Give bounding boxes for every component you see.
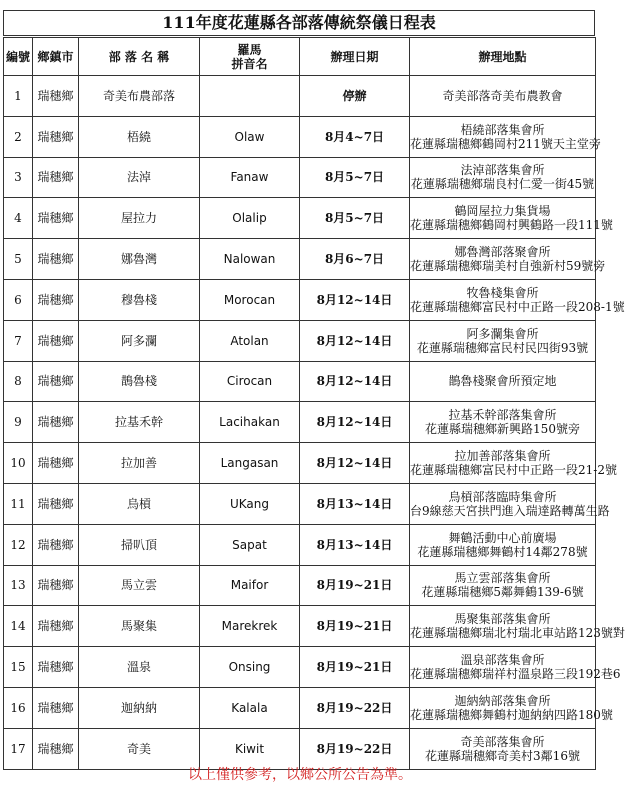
cell-tribe: 烏槓	[79, 483, 200, 524]
cell-roman: Fanaw	[200, 157, 300, 198]
cell-place	[410, 647, 621, 688]
table-row	[4, 483, 596, 524]
cell-no: 13	[4, 565, 33, 606]
cell-tribe: 穆魯棧	[79, 279, 200, 320]
cell-place	[410, 524, 596, 565]
cell-place	[410, 361, 596, 402]
cell-tribe: 娜魯灣	[79, 239, 200, 280]
place-address: 花蓮縣瑞穗鄉瑞美村自強新村59號旁	[410, 259, 606, 274]
cell-place	[410, 320, 596, 361]
table-row	[4, 76, 596, 117]
cell-township: 瑞穗鄉	[33, 76, 79, 117]
cell-tribe: 法淖	[79, 157, 200, 198]
table-row	[4, 279, 596, 320]
cell-tribe: 馬立雲	[79, 565, 200, 606]
place-address: 花蓮縣瑞穗鄉5鄰舞鶴139-6號	[421, 585, 584, 600]
table-row	[4, 402, 596, 443]
cell-date: 8月19~21日	[300, 647, 410, 688]
place-name: 拉加善部落集會所	[454, 449, 551, 464]
header-date: 辦理日期	[300, 38, 410, 76]
cell-roman: Olaw	[200, 116, 300, 157]
cell-no: 16	[4, 687, 33, 728]
cell-date: 8月12~14日	[300, 443, 410, 484]
cell-date: 8月12~14日	[300, 279, 410, 320]
place-name: 奇美部落集會所	[460, 734, 545, 749]
cell-roman: Lacihakan	[200, 402, 300, 443]
header-township: 鄉鎮市	[33, 38, 79, 76]
cell-no: 3	[4, 157, 33, 198]
cell-roman	[200, 76, 300, 117]
place-name: 溫泉部落集會所	[460, 653, 545, 668]
place-address: 花蓮縣瑞穗鄉富民村中正路一段208-1號	[410, 299, 625, 314]
cell-date: 8月19~21日	[300, 565, 410, 606]
place-address: 花蓮縣瑞穗鄉舞鶴村14鄰278號	[417, 544, 588, 559]
table-row	[4, 198, 596, 239]
cell-tribe: 迦納納	[79, 687, 200, 728]
cell-no: 12	[4, 524, 33, 565]
cell-roman: UKang	[200, 483, 300, 524]
place-address: 花蓮縣瑞穗鄉新興路150號旁	[425, 422, 580, 437]
cell-no: 2	[4, 116, 33, 157]
cell-roman: Maifor	[200, 565, 300, 606]
cell-place	[410, 565, 596, 606]
cell-roman: Kalala	[200, 687, 300, 728]
header-tribe: 部 落 名 稱	[79, 38, 200, 76]
table-row	[4, 606, 596, 647]
place-name: 法淖部落集會所	[460, 163, 545, 178]
cell-tribe: 鵲魯棧	[79, 361, 200, 402]
cell-no: 1	[4, 76, 33, 117]
cell-roman: Olalip	[200, 198, 300, 239]
cell-place	[410, 483, 610, 524]
cell-no: 7	[4, 320, 33, 361]
cell-place	[410, 402, 596, 443]
place-address: 花蓮縣瑞穗鄉瑞祥村溫泉路三段192巷6	[410, 667, 621, 682]
place-name: 奇美部落奇美布農教會	[442, 88, 563, 103]
cell-date: 8月5~7日	[300, 198, 410, 239]
cell-date: 8月12~14日	[300, 402, 410, 443]
cell-tribe: 拉加善	[79, 443, 200, 484]
place-address: 花蓮縣瑞穗鄉富民村民四街93號	[416, 340, 589, 355]
cell-roman: Langasan	[200, 443, 300, 484]
cell-no: 6	[4, 279, 33, 320]
cell-no: 11	[4, 483, 33, 524]
place-name: 拉基禾幹部落集會所	[448, 408, 557, 423]
cell-date: 停辦	[300, 76, 410, 117]
cell-roman: Cirocan	[200, 361, 300, 402]
cell-township: 瑞穗鄉	[33, 606, 79, 647]
cell-roman: Morocan	[200, 279, 300, 320]
cell-no: 9	[4, 402, 33, 443]
cell-township: 瑞穗鄉	[33, 483, 79, 524]
cell-roman: Kiwit	[200, 728, 300, 769]
table-row	[4, 116, 596, 157]
cell-township: 瑞穗鄉	[33, 320, 79, 361]
place-name: 舞鶴活動中心前廣場	[448, 530, 557, 545]
cell-place	[410, 198, 613, 239]
place-address: 台9線慈天宮拱門進入瑞達路轉萬生路	[410, 503, 610, 518]
cell-township: 瑞穗鄉	[33, 402, 79, 443]
cell-township: 瑞穗鄉	[33, 443, 79, 484]
cell-township: 瑞穗鄉	[33, 279, 79, 320]
table-row	[4, 647, 596, 688]
place-name: 烏槓部落臨時集會所	[448, 489, 557, 504]
cell-place	[410, 116, 601, 157]
header-roman	[200, 38, 300, 76]
table-row	[4, 728, 596, 769]
cell-date: 8月5~7日	[300, 157, 410, 198]
cell-roman: Sapat	[200, 524, 300, 565]
cell-date: 8月19~22日	[300, 687, 410, 728]
cell-township: 瑞穗鄉	[33, 157, 79, 198]
cell-township: 瑞穗鄉	[33, 361, 79, 402]
cell-no: 14	[4, 606, 33, 647]
cell-roman: Atolan	[200, 320, 300, 361]
cell-place	[410, 443, 617, 484]
place-name: 鶴岡屋拉力集貨場	[454, 204, 551, 219]
cell-place	[410, 687, 613, 728]
cell-tribe: 掃叭頂	[79, 524, 200, 565]
header-no: 編號	[4, 38, 33, 76]
cell-tribe: 阿多瀾	[79, 320, 200, 361]
cell-township: 瑞穗鄉	[33, 647, 79, 688]
cell-place	[410, 239, 606, 280]
cell-no: 5	[4, 239, 33, 280]
table-header-row	[4, 38, 596, 76]
cell-tribe: 奇美布農部落	[79, 76, 200, 117]
cell-tribe: 馬聚集	[79, 606, 200, 647]
cell-tribe: 屋拉力	[79, 198, 200, 239]
table-row	[4, 157, 596, 198]
cell-tribe: 溫泉	[79, 647, 200, 688]
cell-tribe: 拉基禾幹	[79, 402, 200, 443]
header-roman-line1: 羅馬	[237, 42, 262, 57]
place-address: 花蓮縣瑞穗鄉瑞北村瑞北車站路123號對	[410, 626, 625, 641]
table-row	[4, 361, 596, 402]
place-name: 馬聚集部落集會所	[454, 612, 551, 627]
cell-township: 瑞穗鄉	[33, 565, 79, 606]
cell-township: 瑞穗鄉	[33, 198, 79, 239]
cell-date: 8月13~14日	[300, 483, 410, 524]
cell-township: 瑞穗鄉	[33, 728, 79, 769]
place-address: 花蓮縣瑞穗鄉鶴岡村興鶴路一段111號	[410, 218, 613, 233]
cell-date: 8月6~7日	[300, 239, 410, 280]
cell-tribe: 奇美	[79, 728, 200, 769]
cell-place	[410, 157, 596, 198]
cell-township: 瑞穗鄉	[33, 524, 79, 565]
cell-place	[410, 279, 625, 320]
header-roman-line2: 拼音名	[231, 56, 268, 71]
table-row	[4, 524, 596, 565]
place-address: 花蓮縣瑞穗鄉舞鶴村迦納納四路180號	[410, 707, 613, 722]
place-address: 花蓮縣瑞穗鄉瑞良村仁愛一街45號	[410, 177, 595, 192]
cell-no: 10	[4, 443, 33, 484]
cell-no: 15	[4, 647, 33, 688]
place-name: 鵲魯棧聚會所預定地	[448, 374, 557, 389]
place-address: 花蓮縣瑞穗鄉富民村中正路一段21-2號	[410, 463, 617, 478]
cell-township: 瑞穗鄉	[33, 116, 79, 157]
table-row	[4, 565, 596, 606]
schedule-table	[3, 37, 625, 770]
cell-date: 8月12~14日	[300, 361, 410, 402]
cell-place	[410, 76, 596, 117]
cell-date: 8月4~7日	[300, 116, 410, 157]
cell-date: 8月13~14日	[300, 524, 410, 565]
cell-no: 4	[4, 198, 33, 239]
page-title: 111年度花蓮縣各部落傳統祭儀日程表	[3, 10, 595, 36]
place-name: 阿多瀾集會所	[466, 326, 539, 341]
cell-no: 17	[4, 728, 33, 769]
cell-date: 8月19~21日	[300, 606, 410, 647]
cell-roman: Marekrek	[200, 606, 300, 647]
cell-tribe: 梧繞	[79, 116, 200, 157]
place-address: 花蓮縣瑞穗鄉鶴岡村211號天主堂旁	[410, 136, 601, 151]
footnote: 以上僅供參考，以鄉公所公告為準。	[188, 767, 412, 783]
table-row	[4, 687, 596, 728]
place-name: 娜魯灣部落聚會所	[454, 245, 551, 260]
table-row	[4, 239, 596, 280]
cell-date: 8月19~22日	[300, 728, 410, 769]
cell-date: 8月12~14日	[300, 320, 410, 361]
cell-roman: Nalowan	[200, 239, 300, 280]
cell-place	[410, 606, 625, 647]
place-name: 迦納納部落集會所	[454, 693, 551, 708]
cell-place	[410, 728, 596, 769]
place-name: 馬立雲部落集會所	[454, 571, 551, 586]
cell-township: 瑞穗鄉	[33, 687, 79, 728]
cell-roman: Onsing	[200, 647, 300, 688]
table-row	[4, 320, 596, 361]
place-name: 梧繞部落集會所	[460, 122, 545, 137]
table-row	[4, 443, 596, 484]
cell-township: 瑞穗鄉	[33, 239, 79, 280]
cell-no: 8	[4, 361, 33, 402]
place-address: 花蓮縣瑞穗鄉奇美村3鄰16號	[425, 748, 580, 763]
place-name: 牧魯棧集會所	[466, 285, 539, 300]
header-place: 辦理地點	[410, 38, 596, 76]
